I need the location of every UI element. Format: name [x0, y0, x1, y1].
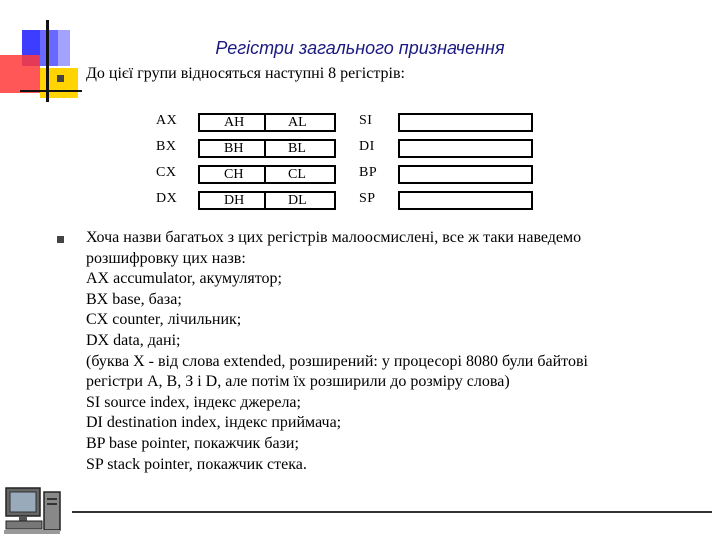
body-line: DX data, дані; — [86, 331, 181, 349]
body-line: Хоча назви багатьох з цих регістрів малоосмислені, все ж таки наведемо — [86, 229, 582, 246]
register-name: CX — [156, 165, 177, 180]
body-line: AX accumulator, акумулятор; — [86, 270, 282, 288]
register-name: BX — [156, 139, 177, 154]
register-box-16bit — [398, 165, 533, 184]
register-low: DL — [264, 191, 336, 210]
register-high: BH — [198, 139, 266, 158]
body-line: розшифровку цих назв: — [86, 249, 246, 267]
register-high: CH — [198, 165, 266, 184]
register-high: DH — [198, 191, 266, 210]
square-bullet-icon — [57, 236, 64, 243]
square-bullet-icon — [57, 75, 64, 82]
body-line: SI source index, індекс джерела; — [86, 393, 301, 411]
computer-icon — [2, 486, 66, 536]
decor-red-square — [0, 55, 40, 93]
body-line: (буква X - від слова extended, розширений: у процесорі 8080 були байтові — [86, 352, 588, 370]
register-box-16bit — [398, 113, 533, 132]
body-line: SP stack pointer, покажчик стека. — [86, 455, 307, 473]
register-box-16bit — [398, 191, 533, 210]
register-high: AH — [198, 113, 266, 132]
bottom-divider — [72, 511, 712, 513]
register-index: BP — [359, 165, 378, 180]
body-line: регістри A, B, З і D, але потім їх розширили до розміру слова) — [86, 373, 510, 391]
register-name: AX — [156, 113, 178, 128]
register-low: BL — [264, 139, 336, 158]
register-low: AL — [264, 113, 336, 132]
decor-horizontal-line — [20, 90, 82, 92]
register-low: CL — [264, 165, 336, 184]
slide-title: Регістри загального призначення — [215, 38, 505, 58]
intro-text: До цієї групи відносяться наступні 8 регістрів: — [86, 65, 405, 82]
body-text — [86, 228, 686, 475]
register-box-16bit — [398, 139, 533, 158]
register-name: DX — [156, 191, 178, 206]
register-index: SP — [359, 191, 376, 206]
register-index: SI — [359, 113, 373, 128]
body-line: CX counter, лічильник; — [86, 311, 242, 329]
body-line: BP base pointer, покажчик бази; — [86, 434, 299, 452]
register-index: DI — [359, 139, 375, 154]
body-line: BX base, база; — [86, 290, 182, 308]
body-line: DI destination index, індекс приймача; — [86, 414, 342, 432]
